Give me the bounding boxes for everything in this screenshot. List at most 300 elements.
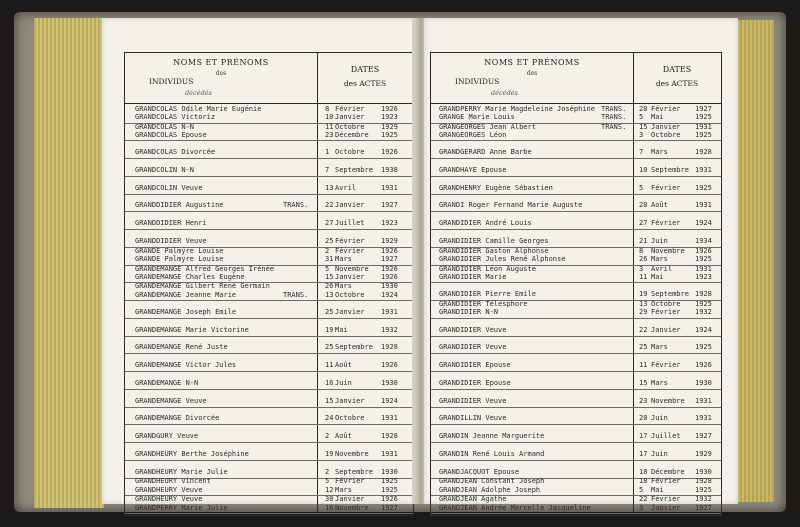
entry-name: GRANDEMANGE Veuve	[135, 396, 207, 405]
entry-day: 8	[325, 104, 330, 113]
entry-line	[125, 273, 413, 282]
right-page	[424, 18, 738, 512]
left-table-frame	[124, 52, 414, 516]
register-row	[431, 478, 721, 497]
entry-name: GRANDI Roger Fernand Marie Auguste	[439, 201, 583, 210]
entry-year: 1928	[381, 432, 398, 441]
entry-name: GRANDE Palmyre Louise	[135, 246, 224, 255]
entry-year: 1931	[695, 414, 712, 423]
entry-day: 15	[325, 396, 334, 405]
entry-day: 3	[639, 131, 644, 140]
entry-month: Mai	[651, 273, 664, 281]
entry-month: Janvier	[651, 325, 681, 334]
entry-name: GRANDIDIER Veuve	[439, 325, 507, 334]
entry-day: 21	[639, 236, 648, 245]
dates-title: DATES	[662, 65, 692, 74]
entry-day: 5	[639, 113, 644, 122]
entry-line	[431, 166, 721, 175]
entry-day: 11	[325, 122, 334, 131]
entry-name: GRANDGERARD Anne Barbe	[439, 148, 532, 157]
entry-month: Août	[335, 432, 352, 441]
entry-name: GRANDEMANGE Gilbert René Germain	[135, 282, 270, 291]
entry-year: 1934	[695, 236, 712, 245]
entry-year: 1928	[695, 290, 712, 299]
entry-name: GRANDHEURY Vincent	[135, 477, 211, 486]
entry-month: Mai	[651, 113, 664, 122]
names-decedes: décédés	[491, 89, 518, 97]
entry-year: 1926	[695, 246, 712, 255]
entry-name: GRANDGURY Veuve	[135, 432, 199, 441]
entry-name: GRANDIDIER Jules René Alphonse	[439, 255, 566, 264]
entry-day: 5	[639, 485, 644, 494]
entry-day: 7	[325, 165, 330, 174]
entry-line	[125, 201, 413, 210]
entry-name: GRANDCOLAS Divorcée	[135, 148, 216, 157]
entry-year: 1932	[381, 325, 398, 334]
entry-day: 31	[325, 255, 334, 264]
entry-year: 1925	[381, 131, 398, 140]
entry-month: Juin	[651, 236, 668, 245]
entry-day: 26	[639, 255, 648, 264]
entry-year: 1923	[381, 219, 398, 228]
entry-name: GRANDHEURY Veuve	[135, 495, 203, 504]
entry-name: GRANDIDIER Télesphore	[439, 300, 528, 308]
entry-name: GRANDCOLAS Epouse	[135, 131, 207, 140]
entry-name: GRANDHEURY Berthe Joséphine	[135, 449, 249, 458]
entry-name: GRANDEMANGE Divorcée	[135, 414, 220, 423]
entry-day: 3	[639, 503, 644, 512]
entry-line	[431, 468, 721, 477]
entry-day: 2	[325, 246, 330, 255]
entry-day: 25	[639, 343, 648, 352]
dates-sub: des ACTES	[343, 79, 387, 88]
entry-year: 1926	[381, 264, 398, 273]
entry-day: 5	[325, 477, 330, 486]
entry-day: 17	[639, 432, 648, 441]
entry-name: GRANDIDIER Pierre Emile	[439, 290, 536, 299]
entry-line	[431, 113, 721, 122]
entry-name: GRANDIDIER Veuve	[439, 396, 507, 405]
entry-month: Octobre	[335, 148, 365, 157]
entry-day: 19	[639, 290, 648, 299]
entry-day: 30	[325, 495, 334, 504]
register-row	[431, 229, 721, 248]
entry-year: 1925	[695, 485, 712, 494]
register-row	[125, 229, 413, 248]
register-row	[431, 282, 721, 301]
entry-line	[125, 131, 413, 140]
entry-year: 1924	[695, 325, 712, 334]
entry-name: GRANDEMANGE Jeanne Marie	[135, 290, 237, 299]
names-individus: INDIVIDUS	[149, 77, 194, 86]
entry-line	[431, 184, 721, 193]
names-individus: INDIVIDUS	[455, 77, 500, 86]
entry-year: 1925	[695, 131, 712, 140]
entry-day: 15	[639, 378, 648, 387]
entry-line	[125, 468, 413, 477]
entry-line	[125, 414, 413, 423]
entry-day: 7	[639, 148, 644, 157]
entry-name: GRANDEMANGE Alfred Georges Irénée	[135, 264, 275, 273]
register-row	[125, 371, 413, 390]
entry-name: GRANDIDIER Léon Auguste	[439, 264, 536, 273]
entry-day: 3	[639, 264, 644, 273]
entry-day: 27	[325, 219, 334, 228]
entry-day: 15	[325, 273, 334, 281]
entry-line	[125, 379, 413, 388]
page-edges-right	[734, 20, 774, 502]
entry-year: 1928	[695, 148, 712, 157]
entry-month: Janvier	[335, 495, 365, 504]
entry-year: 1927	[381, 201, 398, 210]
entry-name: GRANDEMANGE Victor Jules	[135, 361, 237, 370]
entry-day: 22	[639, 495, 648, 504]
register-row	[431, 158, 721, 177]
entry-line	[431, 131, 721, 140]
names-title: NOMS ET PRÉNOMS	[173, 58, 269, 67]
entry-month: Mars	[651, 255, 668, 264]
entry-name: GRANDHAYE Epouse	[439, 165, 507, 174]
register-row	[125, 194, 413, 213]
entry-year: 1928	[695, 477, 712, 486]
entry-name: GRANDEMANGE René Juste	[135, 343, 228, 352]
entry-month: Novembre	[335, 449, 369, 458]
entry-month: Février	[651, 308, 681, 317]
entry-day: 18	[639, 477, 648, 486]
register-row	[431, 495, 721, 514]
entry-name: GRANDIDIER André Louis	[439, 219, 532, 228]
register-row	[125, 123, 413, 142]
register-row	[431, 194, 721, 213]
entry-line	[125, 255, 413, 264]
entry-year: 1931	[381, 183, 398, 192]
register-row	[125, 424, 413, 443]
entry-line	[125, 291, 413, 300]
entry-line	[431, 343, 721, 352]
entry-year: 1931	[381, 414, 398, 423]
register-row	[125, 442, 413, 461]
entry-month: Septembre	[335, 343, 373, 352]
entry-line	[431, 414, 721, 423]
entry-line	[431, 273, 721, 282]
entry-year: 1932	[695, 495, 712, 504]
register-row	[431, 105, 721, 124]
left-table-header	[125, 53, 413, 104]
entry-day: 5	[639, 183, 644, 192]
entry-month: Juillet	[651, 432, 681, 441]
entry-year: 1924	[381, 290, 398, 299]
entry-year: 1925	[381, 477, 398, 486]
entry-day: 11	[639, 273, 648, 281]
entry-year: 1925	[381, 485, 398, 494]
entry-day: 13	[325, 290, 334, 299]
register-row	[431, 247, 721, 266]
register-row	[125, 336, 413, 355]
entry-day: 23	[325, 131, 334, 140]
register-row	[125, 353, 413, 372]
entry-day: 2	[325, 432, 330, 441]
register-row	[431, 424, 721, 443]
entry-year: 1931	[695, 122, 712, 131]
entry-name: GRANDJACQUOT Epouse	[439, 467, 520, 476]
entry-year: 1927	[695, 432, 712, 441]
entry-name: GRANDPERRY Marie Julie	[135, 503, 228, 512]
entry-day: 16	[325, 378, 334, 387]
entry-year: 1931	[381, 449, 398, 458]
entry-name: GRANDIDIER Gaston Alphonse	[439, 246, 549, 255]
entry-month: Février	[651, 361, 681, 370]
entry-day: 19	[325, 449, 334, 458]
entry-month: Janvier	[335, 396, 365, 405]
entry-name: GRANDCOLAS Victoriz	[135, 113, 216, 122]
entry-month: Novembre	[651, 246, 685, 255]
entry-day: 28	[639, 201, 648, 210]
entry-line	[431, 148, 721, 157]
entry-line	[431, 486, 721, 495]
left-page	[102, 18, 418, 512]
entry-month: Mars	[335, 255, 352, 264]
entry-line	[431, 290, 721, 299]
entry-name: GRANDDIDIER Henri	[135, 219, 207, 228]
entry-day: 26	[325, 282, 334, 291]
entry-day: 20	[639, 414, 648, 423]
entry-month: Février	[651, 477, 681, 486]
page-edges-left	[34, 18, 104, 508]
dates-title: DATES	[350, 65, 380, 74]
entry-month: Décembre	[335, 131, 369, 140]
entry-line	[125, 486, 413, 495]
entry-year: 1924	[695, 219, 712, 228]
entry-day: 2	[325, 467, 330, 476]
entry-name: GRANDJEAN Adolphe Joseph	[439, 485, 541, 494]
register-row	[125, 158, 413, 177]
entry-year: 1926	[381, 361, 398, 370]
entry-name: GRANDJEAN Constant Joseph	[439, 477, 545, 486]
entry-month: Octobre	[651, 131, 681, 140]
register-row	[431, 336, 721, 355]
entry-day: 22	[325, 201, 334, 210]
entry-line	[125, 343, 413, 352]
entry-year: 1928	[381, 343, 398, 352]
entry-name: GRANDHENRY Eugène Sébastien	[439, 183, 553, 192]
entry-year: 1925	[695, 183, 712, 192]
entry-month: Février	[651, 219, 681, 228]
register-row	[125, 389, 413, 408]
register-row	[125, 176, 413, 195]
entry-year: 1925	[695, 255, 712, 264]
names-column-header	[125, 53, 318, 103]
entry-year: 1929	[381, 122, 398, 131]
register-row	[125, 265, 413, 284]
names-decedes: décédés	[185, 89, 212, 97]
entry-year: 1926	[381, 495, 398, 504]
entry-year: 1927	[695, 104, 712, 113]
entry-year: 1929	[695, 449, 712, 458]
entry-month: Mars	[335, 485, 352, 494]
entry-line	[125, 326, 413, 335]
entry-year: 1926	[381, 104, 398, 113]
entry-day: 11	[639, 361, 648, 370]
entry-line	[125, 237, 413, 246]
entry-year: 1931	[695, 165, 712, 174]
entry-name: GRANDCOLAS N-N	[135, 122, 195, 131]
entry-year: 1926	[695, 361, 712, 370]
entry-month: Septembre	[335, 165, 373, 174]
entry-line	[125, 361, 413, 370]
entry-line	[125, 184, 413, 193]
entry-day: 15	[639, 122, 648, 131]
entry-month: Janvier	[651, 122, 681, 131]
entry-name: GRANDILLIN Veuve	[439, 414, 507, 423]
entry-year: 1926	[381, 273, 398, 281]
register-row	[431, 123, 721, 142]
right-table-frame	[430, 52, 722, 516]
entry-year: 1930	[381, 378, 398, 387]
entry-month: Janvier	[335, 307, 365, 316]
entry-line	[431, 504, 721, 513]
entry-year: 1925	[695, 113, 712, 122]
entry-line	[125, 432, 413, 441]
entry-year: 1938	[381, 165, 398, 174]
entry-line	[431, 379, 721, 388]
entry-name: GRANDJEAN Agathe	[439, 495, 507, 504]
entry-day: 12	[325, 485, 334, 494]
register-row	[431, 300, 721, 319]
register-row	[125, 211, 413, 230]
entry-month: Janvier	[335, 273, 365, 281]
entry-line	[431, 219, 721, 228]
entry-month: Avril	[651, 264, 673, 273]
entry-year: 1931	[695, 396, 712, 405]
names-des: des	[215, 70, 227, 77]
register-row	[431, 318, 721, 337]
entry-name: GRANDIDIER Marie	[439, 273, 507, 281]
entry-day: 11	[325, 361, 334, 370]
entry-day: 25	[325, 343, 334, 352]
entry-year: 1925	[695, 343, 712, 352]
entry-year: 1924	[381, 396, 398, 405]
entry-month: Février	[335, 236, 365, 245]
entry-day: 19	[325, 325, 334, 334]
register-row	[431, 371, 721, 390]
entry-name: GRANDIDIER N-N	[439, 308, 499, 317]
entry-line	[431, 237, 721, 246]
entry-month: Juin	[651, 414, 668, 423]
entry-year: 1923	[695, 273, 712, 281]
entry-line	[431, 201, 721, 210]
entry-year: 1925	[695, 300, 712, 308]
entry-day: 24	[325, 414, 334, 423]
entry-month: Décembre	[651, 467, 685, 476]
entry-name: GRANDCOLAS Odile Marie Eugénie	[135, 104, 262, 113]
entry-year: 1930	[381, 467, 398, 476]
register-row	[431, 265, 721, 284]
entry-name: GRANDEMANGE Charles Eugène	[135, 273, 245, 281]
entry-day: 27	[639, 219, 648, 228]
entry-trans: TRANS.	[601, 113, 627, 122]
entry-month: Mars	[335, 282, 352, 291]
entry-day: 10	[639, 165, 648, 174]
entry-line	[125, 308, 413, 317]
right-table-header	[431, 53, 721, 104]
register-row	[125, 318, 413, 337]
entry-line	[431, 361, 721, 370]
register-row	[125, 495, 413, 514]
entry-line	[431, 308, 721, 317]
entry-line	[125, 148, 413, 157]
register-row	[125, 105, 413, 124]
entry-year: 1929	[381, 236, 398, 245]
entry-month: Septembre	[651, 290, 689, 299]
entry-month: Janvier	[651, 503, 681, 512]
entry-name: GRANDIN Jeanne Marguerite	[439, 432, 545, 441]
dates-column-header	[633, 53, 721, 103]
entry-month: Juin	[335, 378, 352, 387]
entry-name: GRANGEORGES Léon	[439, 131, 507, 140]
register-row	[125, 300, 413, 319]
entry-name: GRANDIDIER Epouse	[439, 378, 511, 387]
entry-line	[125, 219, 413, 228]
entry-month: Février	[651, 183, 681, 192]
entry-year: 1923	[381, 113, 398, 122]
names-des: des	[526, 70, 538, 77]
entry-day: 16	[325, 503, 334, 512]
entry-month: Octobre	[651, 300, 681, 308]
register-row	[431, 442, 721, 461]
entry-line	[431, 432, 721, 441]
entry-month: Août	[335, 361, 352, 370]
entry-day: 23	[639, 396, 648, 405]
entry-name: GRANDEMANGE Marie Victorine	[135, 325, 249, 334]
entry-name: GRANGE Marie Louis	[439, 113, 515, 122]
entry-year: 1926	[381, 148, 398, 157]
entry-year: 1927	[695, 503, 712, 512]
entry-line	[125, 504, 413, 513]
register-row	[431, 389, 721, 408]
entry-month: Février	[335, 477, 365, 486]
entry-year: 1926	[381, 246, 398, 255]
entry-month: Mai	[335, 325, 348, 334]
entry-trans: TRANS.	[283, 290, 309, 299]
entry-month: Mars	[651, 343, 668, 352]
entry-month: Juin	[651, 449, 668, 458]
entry-year: 1927	[381, 503, 398, 512]
register-row	[431, 140, 721, 159]
entry-day: 13	[639, 300, 648, 308]
entry-month: Novembre	[651, 396, 685, 405]
register-row	[125, 407, 413, 426]
entry-day: 13	[325, 183, 334, 192]
entry-name: GRANDIDIER Veuve	[439, 343, 507, 352]
entry-month: Mars	[651, 378, 668, 387]
entry-name: GRANDHEURY Veuve	[135, 485, 203, 494]
dates-sub: des ACTES	[655, 79, 699, 88]
entry-month: Octobre	[335, 290, 365, 299]
entry-day: 10	[325, 113, 334, 122]
entry-trans: TRANS.	[601, 104, 627, 113]
entry-year: 1931	[695, 264, 712, 273]
entry-name: GRANDIN René Louis Armand	[439, 449, 545, 458]
entry-name: GRANDJEAN Andrée Marcelle Jacqueline	[439, 503, 591, 512]
entry-day: 1	[325, 148, 330, 157]
entry-day: 5	[325, 264, 330, 273]
entry-line	[431, 450, 721, 459]
entry-name: GRANDIDIER Camille Georges	[439, 236, 549, 245]
entry-month: Septembre	[651, 165, 689, 174]
register-row	[431, 460, 721, 479]
entry-month: Janvier	[335, 113, 365, 122]
entry-month: Juillet	[335, 219, 365, 228]
